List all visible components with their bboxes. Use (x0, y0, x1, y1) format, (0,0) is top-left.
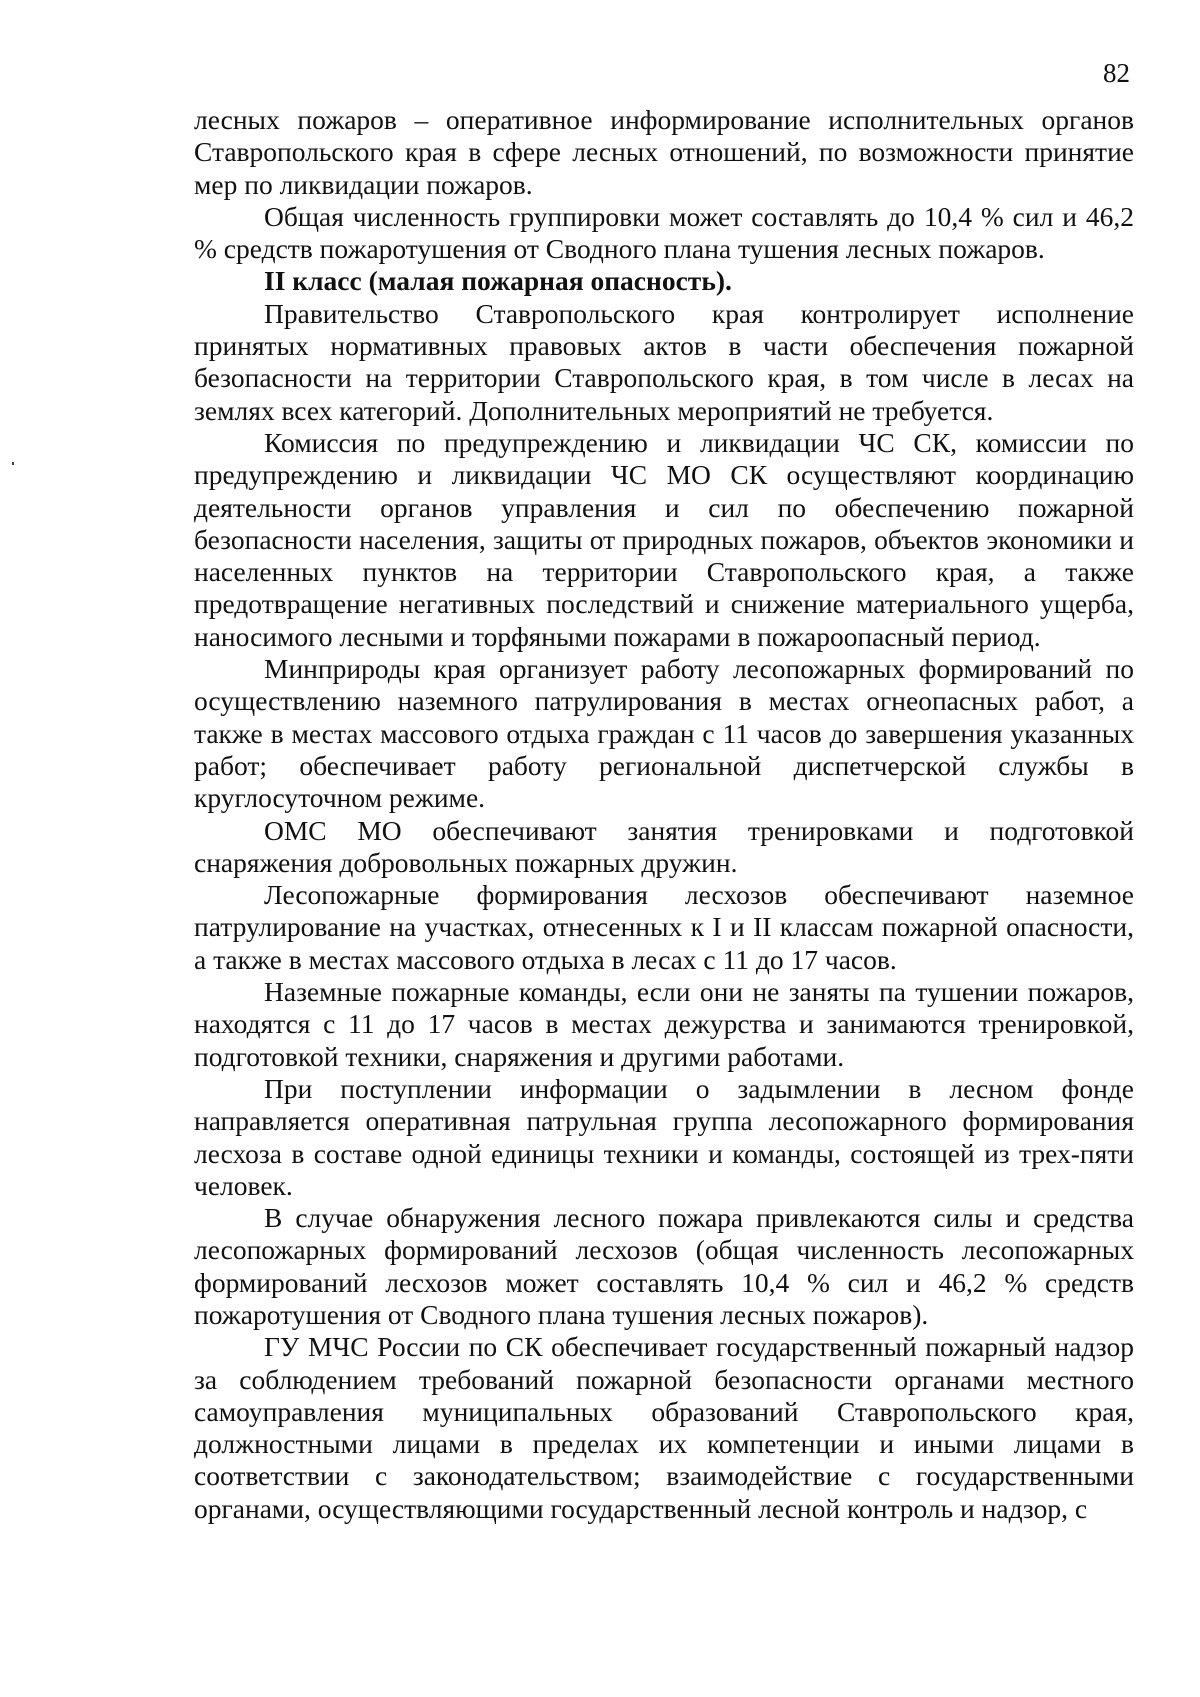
paragraph-emergency-commission: Комиссия по предупреждению и ликвидации ЧС СК, комиссии по предупреждению и ликвидации ЧС МО СК осуществляют координацию деятельности органов управления и сил по обеспечению пожарной безопасности населения, защиты от природных пожаров, объектов экономики и населенных пунктов на территории Ставропольского края, а также предотвращение негативных последствий и снижение материального ущерба, наносимого лесными и торфяными пожарами в пожароопасный период. (194, 426, 1134, 652)
paragraph-forest-fire-units: Лесопожарные формирования лесхозов обеспечивают наземное патрулирование на участках, отнесенных к I и II классам пожарной опасности, а также в местах массового отдыха в лесах с 11 до 17 часов. (194, 879, 1134, 975)
page-number: 82 (1103, 58, 1130, 88)
paragraph-continued-text: лесных пожаров – оперативное информирование исполнительных органов Ставропольского края в сфере лесных отношений, по возможности принятие мер по ликвидации пожаров. (194, 104, 1134, 200)
paragraph-smoke-report: При поступлении информации о задымлении в лесном фонде направляется оперативная патрульная группа лесопожарного формирования лесхоза в составе одной единицы техники и команды, состоящей из трех-пяти человек. (194, 1072, 1134, 1201)
paragraph-ground-fire-teams: Наземные пожарные команды, если они не заняты па тушении пожаров, находятся с 11 до 17 часов в местах дежурства и занимаются тренировкой, подготовкой техники, снаряжения и другими работами. (194, 976, 1134, 1072)
paragraph-emercom-supervision: ГУ МЧС России по СК обеспечивает государственный пожарный надзор за соблюдением требований пожарной безопасности органами местного самоуправления муниципальных образований Ставропольского края, должностными лицами в пределах их компетенции и иными лицами в соответствии с законодательством; взаимодействие с государственными органами, осуществляющими государственный лесной контроль и надзор, с (194, 1331, 1134, 1524)
paragraph-fire-detection: В случае обнаружения лесного пожара привлекаются силы и средства лесопожарных формирований лесхозов (общая численность лесопожарных формирований лесхозов может составлять 10,4 % сил и 46,2 % средств пожаротушения от Сводного плана тушения лесных пожаров). (194, 1202, 1134, 1330)
paragraph-ministry-nature: Минприроды края организует работу лесопожарных формирований по осуществлению наземного патрулирования в местах огнеопасных работ, а также в местах массового отдыха граждан с 11 часов до завершения указанных работ; обеспечивает работу региональной диспетчерской службы в круглосуточном режиме. (194, 653, 1134, 814)
paragraph-group-strength: Общая численность группировки может составлять до 10,4 % сил и 46,2 % средств пожаротушения от Сводного плана тушения лесных пожаров. (194, 200, 1134, 265)
paragraph-government: Правительство Ставропольского края контролирует исполнение принятых нормативных правовых актов в части обеспечения пожарной безопасности на территории Ставропольского края, в том числе в лесах на землях всех категорий. Дополнительных мероприятий не требуется. (194, 297, 1134, 426)
scan-artifact-mark (12, 462, 14, 465)
document-body (194, 104, 1134, 1525)
paragraph-local-authorities: ОМС МО обеспечивают занятия тренировками и подготовкой снаряжения добровольных пожарных дружин. (194, 814, 1134, 878)
section-heading-class-2: II класс (малая пожарная опасность). (264, 265, 732, 297)
